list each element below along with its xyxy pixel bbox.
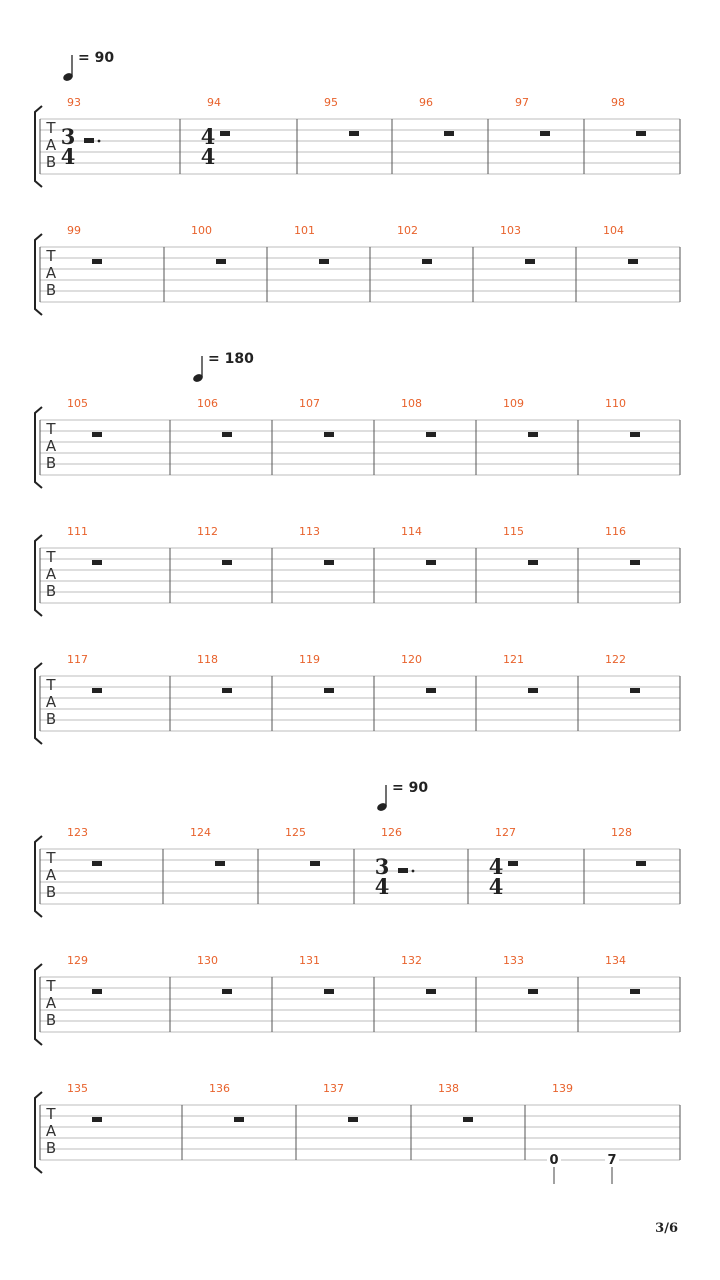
- fret-number: 0: [549, 1153, 559, 1168]
- whole-rest: [630, 432, 640, 437]
- whole-rest: [630, 560, 640, 565]
- tab-clef-letter: B: [45, 153, 57, 171]
- measure-number: 131: [299, 954, 320, 967]
- tab-clef-letter: B: [45, 582, 57, 600]
- tab-clef-letter: T: [46, 849, 56, 867]
- time-signature-denominator: 4: [60, 144, 76, 169]
- time-signature-denominator: 4: [374, 874, 390, 899]
- whole-rest: [508, 861, 518, 866]
- tab-clef-letter: T: [46, 1105, 56, 1123]
- whole-rest: [92, 861, 102, 866]
- tab-clef-letter: T: [46, 977, 56, 995]
- measure-number: 107: [299, 397, 320, 410]
- tab-clef-letter: T: [46, 548, 56, 566]
- tab-clef-letter: A: [45, 693, 57, 711]
- measure-number: 135: [67, 1082, 88, 1095]
- measure-number: 111: [67, 525, 88, 538]
- tab-clef-letter: T: [46, 247, 56, 265]
- rest-dot: [412, 870, 415, 873]
- measure-number: 97: [515, 96, 529, 109]
- measure-number: 138: [438, 1082, 459, 1095]
- measure-number: 134: [605, 954, 626, 967]
- whole-rest: [324, 989, 334, 994]
- whole-rest: [92, 259, 102, 264]
- tab-clef-letter: B: [45, 710, 57, 728]
- whole-rest: [220, 131, 230, 136]
- tab-clef-letter: A: [45, 136, 57, 154]
- whole-rest: [216, 259, 226, 264]
- measure-number: 125: [285, 826, 306, 839]
- system-bracket: [35, 663, 42, 744]
- whole-rest: [628, 259, 638, 264]
- measure-number: 100: [191, 224, 212, 237]
- measure-number: 128: [611, 826, 632, 839]
- fret-number: 7: [607, 1153, 617, 1168]
- whole-rest: [222, 989, 232, 994]
- whole-rest: [426, 560, 436, 565]
- system-bracket: [35, 407, 42, 488]
- whole-rest: [528, 432, 538, 437]
- measure-number: 129: [67, 954, 88, 967]
- whole-rest: [222, 560, 232, 565]
- measure-number: 122: [605, 653, 626, 666]
- tab-clef-letter: A: [45, 1122, 57, 1140]
- page-number: 3/6: [655, 1221, 678, 1236]
- time-signature-numerator: 3: [374, 854, 390, 879]
- whole-rest: [528, 989, 538, 994]
- tab-clef-letter: B: [45, 883, 57, 901]
- measure-number: 102: [397, 224, 418, 237]
- whole-rest: [92, 560, 102, 565]
- measure-number: 108: [401, 397, 422, 410]
- whole-rest: [528, 560, 538, 565]
- tab-clef-letter: A: [45, 866, 57, 884]
- system-bracket: [35, 234, 42, 315]
- measure-number: 109: [503, 397, 524, 410]
- whole-rest: [319, 259, 329, 264]
- measure-number: 104: [603, 224, 624, 237]
- whole-rest: [234, 1117, 244, 1122]
- tab-clef-letter: A: [45, 994, 57, 1012]
- measure-number: 137: [323, 1082, 344, 1095]
- measure-number: 96: [419, 96, 433, 109]
- tab-clef-letter: T: [46, 119, 56, 137]
- measure-number: 121: [503, 653, 524, 666]
- whole-rest: [636, 861, 646, 866]
- tempo-marking: = 90: [78, 50, 115, 66]
- measure-number: 120: [401, 653, 422, 666]
- measure-number: 133: [503, 954, 524, 967]
- time-signature-denominator: 4: [200, 144, 216, 169]
- whole-rest: [92, 989, 102, 994]
- measure-number: 124: [190, 826, 211, 839]
- whole-rest: [426, 688, 436, 693]
- measure-number: 113: [299, 525, 320, 538]
- measure-number: 127: [495, 826, 516, 839]
- tab-clef-letter: A: [45, 437, 57, 455]
- tab-clef-letter: A: [45, 565, 57, 583]
- whole-rest: [422, 259, 432, 264]
- whole-rest: [92, 688, 102, 693]
- whole-rest: [222, 432, 232, 437]
- tempo-marking: = 180: [208, 351, 254, 367]
- measure-number: 119: [299, 653, 320, 666]
- whole-rest: [310, 861, 320, 866]
- measure-number: 112: [197, 525, 218, 538]
- tab-clef-letter: B: [45, 281, 57, 299]
- whole-rest: [426, 432, 436, 437]
- measure-number: 123: [67, 826, 88, 839]
- measure-number: 95: [324, 96, 338, 109]
- whole-rest: [630, 989, 640, 994]
- whole-rest: [215, 861, 225, 866]
- tab-clef-letter: T: [46, 676, 56, 694]
- tab-clef-letter: B: [45, 1139, 57, 1157]
- measure-number: 118: [197, 653, 218, 666]
- whole-rest: [630, 688, 640, 693]
- measure-number: 94: [207, 96, 221, 109]
- measure-number: 105: [67, 397, 88, 410]
- rest-dot: [98, 140, 101, 143]
- dotted-half-rest: [398, 868, 408, 873]
- dotted-half-rest: [84, 138, 94, 143]
- whole-rest: [92, 432, 102, 437]
- whole-rest: [92, 1117, 102, 1122]
- tab-clef-letter: B: [45, 1011, 57, 1029]
- whole-rest: [349, 131, 359, 136]
- time-signature-denominator: 4: [488, 874, 504, 899]
- time-signature-numerator: 4: [200, 124, 216, 149]
- time-signature-numerator: 3: [60, 124, 76, 149]
- whole-rest: [324, 688, 334, 693]
- tempo-marking: = 90: [392, 780, 429, 796]
- tab-clef-letter: A: [45, 264, 57, 282]
- whole-rest: [540, 131, 550, 136]
- system-bracket: [35, 836, 42, 917]
- whole-rest: [444, 131, 454, 136]
- measure-number: 101: [294, 224, 315, 237]
- system-bracket: [35, 1092, 42, 1173]
- measure-number: 126: [381, 826, 402, 839]
- measure-number: 103: [500, 224, 521, 237]
- tab-clef-letter: T: [46, 420, 56, 438]
- whole-rest: [525, 259, 535, 264]
- whole-rest: [528, 688, 538, 693]
- measure-number: 115: [503, 525, 524, 538]
- system-bracket: [35, 535, 42, 616]
- tab-clef-letter: B: [45, 454, 57, 472]
- time-signature-numerator: 4: [488, 854, 504, 879]
- measure-number: 99: [67, 224, 81, 237]
- measure-number: 116: [605, 525, 626, 538]
- measure-number: 93: [67, 96, 81, 109]
- measure-number: 130: [197, 954, 218, 967]
- whole-rest: [222, 688, 232, 693]
- system-bracket: [35, 964, 42, 1045]
- whole-rest: [463, 1117, 473, 1122]
- whole-rest: [324, 560, 334, 565]
- measure-number: 117: [67, 653, 88, 666]
- measure-number: 106: [197, 397, 218, 410]
- system-bracket: [35, 106, 42, 187]
- measure-number: 110: [605, 397, 626, 410]
- whole-rest: [348, 1117, 358, 1122]
- measure-number: 98: [611, 96, 625, 109]
- whole-rest: [324, 432, 334, 437]
- measure-number: 139: [552, 1082, 573, 1095]
- measure-number: 114: [401, 525, 422, 538]
- whole-rest: [426, 989, 436, 994]
- measure-number: 132: [401, 954, 422, 967]
- whole-rest: [636, 131, 646, 136]
- measure-number: 136: [209, 1082, 230, 1095]
